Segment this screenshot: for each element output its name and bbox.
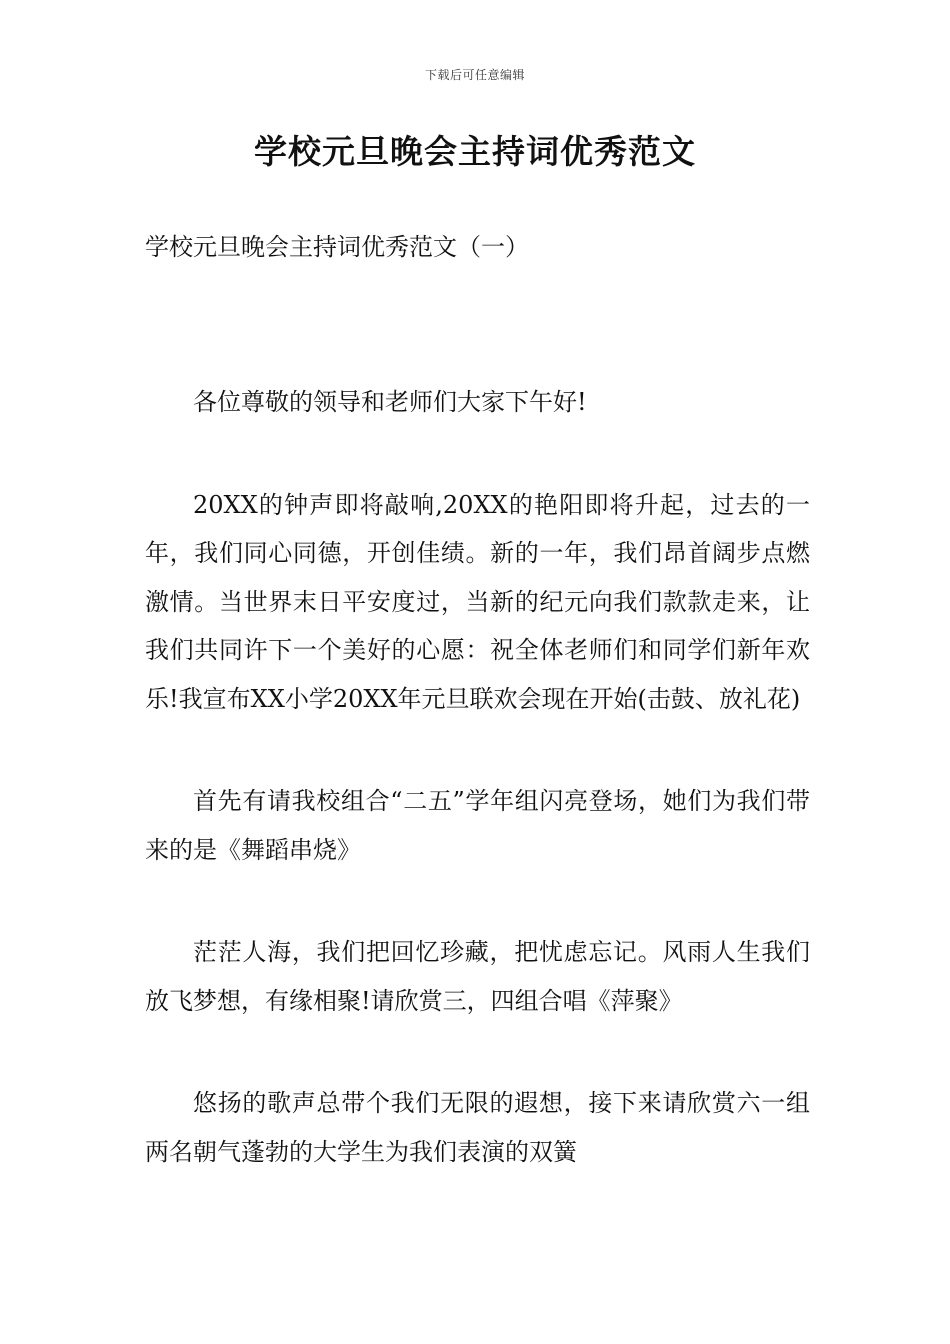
header-note: 下载后可任意编辑 [424, 68, 525, 82]
document-body [145, 378, 810, 1230]
paragraph-third-act: 悠扬的歌声总带个我们无限的遐想，接下来请欣赏六一组两名朝气蓬勃的大学生为我们表演的双簧 [145, 1089, 810, 1166]
paragraph-greeting: 各位尊敬的领导和老师们大家下午好! [193, 388, 587, 416]
paragraph-first-act: 首先有请我校组合“二五”学年组闪亮登场，她们为我们带来的是《舞蹈串烧》 [145, 787, 810, 864]
section-subtitle: 学校元旦晚会主持词优秀范文（一） [145, 233, 529, 261]
paragraph-opening: 20XX的钟声即将敲响,20XX的艳阳即将升起，过去的一年，我们同心同德，开创佳绩。新的一年，我们昂首阔步点燃激情。当世界末日平安度过，当新的纪元向我们款款走来，让我们共同许下一个美好的心愿：祝全体老师们和同学们新年欢乐!我宣布XX小学20XX年元旦联欢会现在开始(击鼓、放礼花) [145, 490, 810, 713]
paragraph-second-act: 茫茫人海，我们把回忆珍藏，把忧虑忘记。风雨人生我们放飞梦想，有缘相聚!请欣赏三，四组合唱《萍聚》 [145, 938, 810, 1015]
document-title: 学校元旦晚会主持词优秀范文 [254, 132, 696, 171]
